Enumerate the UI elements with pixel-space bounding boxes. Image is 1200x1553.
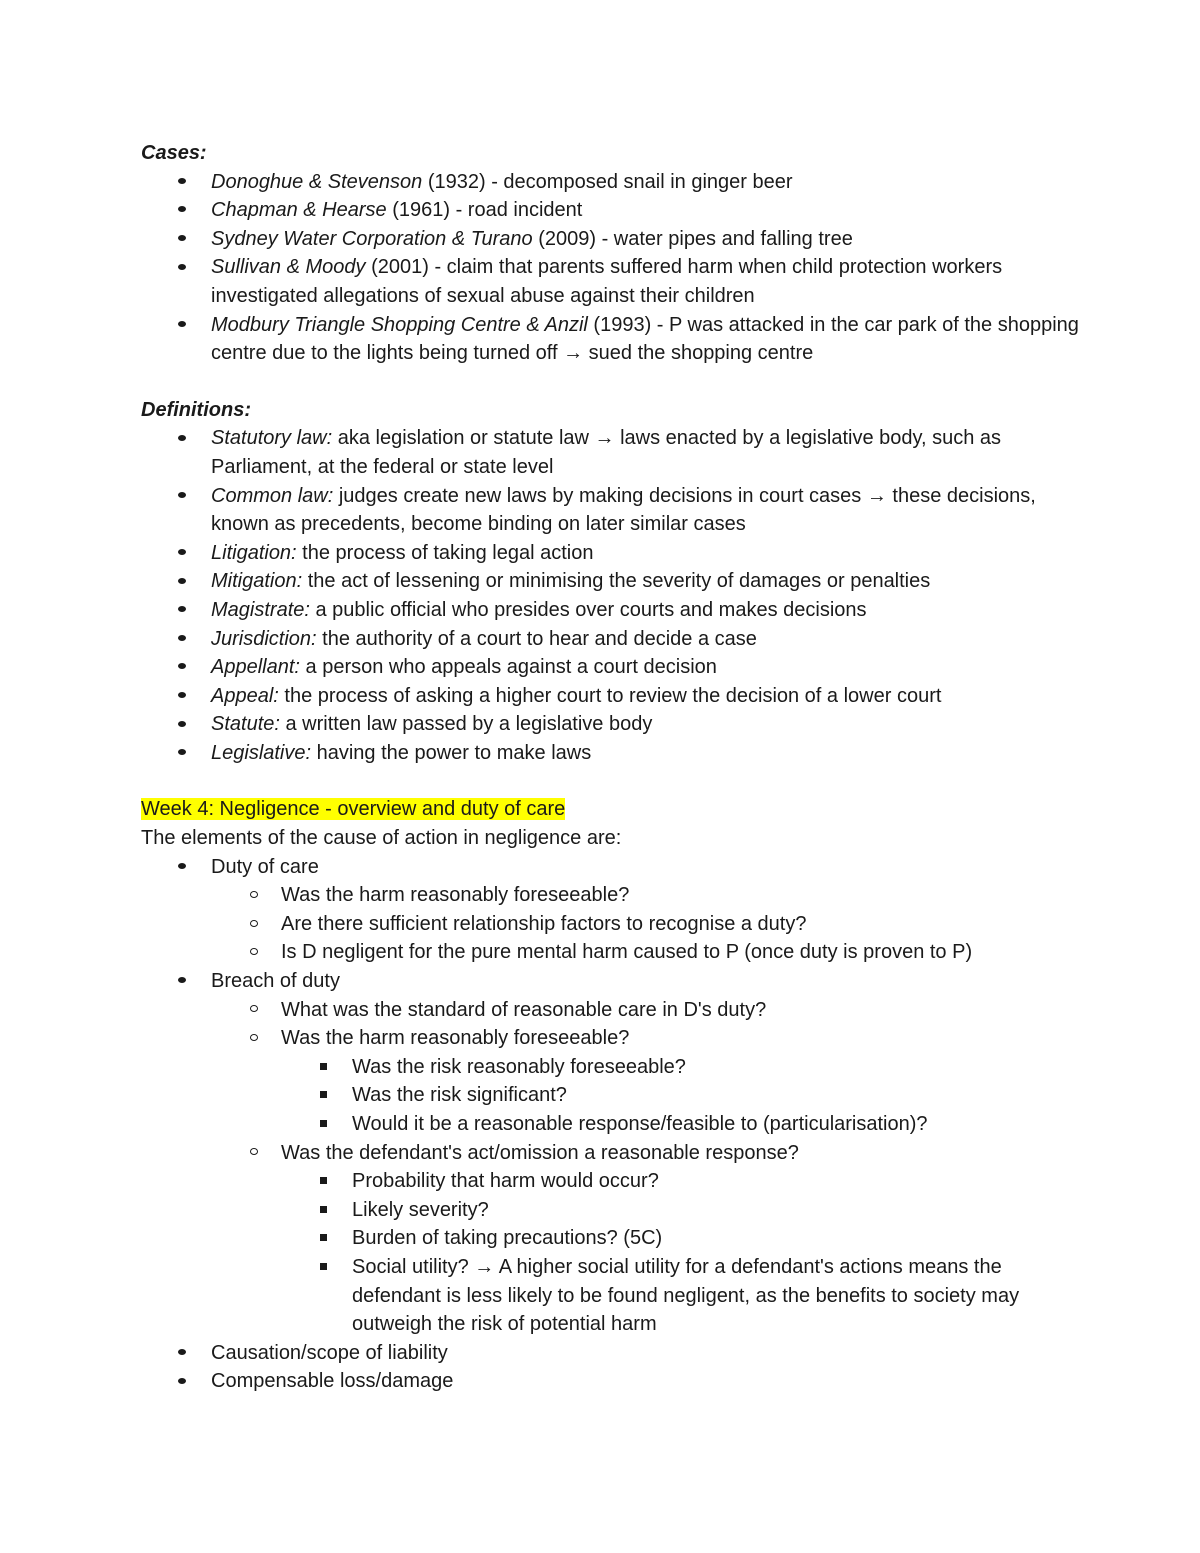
bullet-disc-icon — [172, 653, 192, 682]
case-description: (1993) - P was attacked in the car park of the shopping centre due to the lights being turned off → sued the shopping centre — [211, 313, 1079, 365]
list-item — [141, 1053, 1081, 1082]
bullet-disc-icon — [172, 739, 192, 768]
definition-text: a person who appeals against a court decision — [299, 656, 717, 679]
bullet-disc-icon — [172, 567, 192, 596]
definitions-list — [141, 424, 1081, 767]
cases-list — [141, 168, 1081, 368]
list-item — [141, 539, 1081, 568]
case-description: (2009) - water pipes and falling tree — [532, 227, 853, 250]
list-item — [141, 1110, 1081, 1139]
list-item — [141, 739, 1081, 768]
list-item — [141, 311, 1081, 368]
list-item — [141, 625, 1081, 654]
bullet-circle-icon — [244, 910, 264, 939]
case-name: Chapman & Hearse — [211, 199, 387, 222]
highlighted-heading: Week 4: Negligence - overview and duty of care — [141, 798, 566, 821]
bullet-circle-icon — [244, 996, 264, 1025]
definition-term: Statutory law: — [211, 427, 333, 450]
sub-item-text: Was the harm reasonably foreseeable? — [281, 1027, 630, 1050]
bullet-disc-icon — [172, 168, 192, 197]
definition-text: the act of lessening or minimising the severity of damages or penalties — [302, 570, 931, 593]
bullet-circle-icon — [244, 938, 264, 967]
list-item — [141, 1367, 1081, 1396]
elements-list — [141, 853, 1081, 1396]
bullet-disc-icon — [172, 625, 192, 654]
list-item — [141, 653, 1081, 682]
list-item — [141, 910, 1081, 939]
bullet-disc-icon — [172, 482, 192, 511]
definition-text: the authority of a court to hear and decide a case — [316, 627, 757, 650]
element-label: Duty of care — [211, 855, 319, 878]
case-name: Sullivan & Moody — [211, 256, 366, 279]
bullet-disc-icon — [172, 596, 192, 625]
list-item — [141, 1081, 1081, 1110]
list-item — [141, 710, 1081, 739]
sub-item-text: What was the standard of reasonable care in D's duty? — [281, 998, 767, 1021]
bullet-disc-icon — [172, 967, 192, 996]
sub-sub-item-text: Social utility? → A higher social utility for a defendant's actions means the defendant is less likely to be found negligent, as the benefits to society may outweigh the risk of potential harm — [352, 1255, 1020, 1336]
bullet-square-icon — [313, 1053, 333, 1082]
definition-term: Appeal: — [211, 684, 279, 707]
sub-sub-item-text: Was the risk reasonably foreseeable? — [352, 1055, 686, 1078]
list-item — [141, 253, 1081, 310]
sub-item-text: Is D negligent for the pure mental harm caused to P (once duty is proven to P) — [281, 941, 973, 964]
case-description: (1932) - decomposed snail in ginger beer — [422, 170, 793, 193]
definition-text: a public official who presides over courts and makes decisions — [309, 598, 867, 621]
definition-term: Legislative: — [211, 741, 312, 764]
bullet-square-icon — [313, 1110, 333, 1139]
sub-item-text: Are there sufficient relationship factors to recognise a duty? — [281, 912, 807, 935]
case-description: (1961) - road incident — [386, 199, 583, 222]
bullet-square-icon — [313, 1253, 333, 1282]
sub-sub-item-text: Was the risk significant? — [352, 1084, 567, 1107]
list-item — [141, 853, 1081, 882]
list-item — [141, 424, 1081, 481]
bullet-square-icon — [313, 1196, 333, 1225]
definition-term: Magistrate: — [211, 598, 310, 621]
list-item — [141, 1253, 1081, 1339]
sub-sub-item-text: Likely severity? — [352, 1198, 489, 1221]
sub-sub-item-text: Burden of taking precautions? (5C) — [352, 1227, 663, 1250]
definition-term: Statute: — [211, 713, 280, 736]
list-item — [141, 482, 1081, 539]
spacer — [141, 368, 1081, 396]
bullet-square-icon — [313, 1167, 333, 1196]
list-item — [141, 996, 1081, 1025]
list-item — [141, 1167, 1081, 1196]
list-item — [141, 1339, 1081, 1368]
bullet-disc-icon — [172, 1367, 192, 1396]
bullet-square-icon — [313, 1224, 333, 1253]
bullet-disc-icon — [172, 424, 192, 453]
sub-item-text: Was the defendant's act/omission a reasonable response? — [281, 1141, 799, 1164]
spacer — [141, 767, 1081, 795]
element-label: Causation/scope of liability — [211, 1341, 448, 1364]
list-item — [141, 196, 1081, 225]
list-item — [141, 938, 1081, 967]
definition-term: Mitigation: — [211, 570, 303, 593]
bullet-circle-icon — [244, 1139, 264, 1168]
element-label: Compensable loss/damage — [211, 1370, 454, 1393]
definition-term: Litigation: — [211, 541, 297, 564]
week4-heading — [141, 795, 1081, 824]
definition-text: having the power to make laws — [311, 741, 592, 764]
bullet-disc-icon — [172, 539, 192, 568]
definition-text: aka legislation or statute law → laws enacted by a legislative body, such as Parliament, at the federal or state level — [211, 427, 1002, 478]
list-item — [141, 1024, 1081, 1053]
list-item — [141, 567, 1081, 596]
bullet-disc-icon — [172, 225, 192, 254]
bullet-circle-icon — [244, 881, 264, 910]
definition-term: Appellant: — [211, 656, 300, 679]
definition-term: Jurisdiction: — [211, 627, 317, 650]
sub-item-text: Was the harm reasonably foreseeable? — [281, 884, 630, 907]
sub-sub-item-text: Probability that harm would occur? — [352, 1170, 659, 1193]
week4-intro: The elements of the cause of action in negligence are: — [141, 827, 622, 850]
definition-term: Common law: — [211, 484, 334, 507]
bullet-disc-icon — [172, 1339, 192, 1368]
list-item — [141, 682, 1081, 711]
list-item — [141, 596, 1081, 625]
list-item — [141, 967, 1081, 996]
list-item — [141, 1139, 1081, 1168]
document-page — [141, 139, 1081, 1396]
sub-sub-item-text: Would it be a reasonable response/feasible to (particularisation)? — [352, 1113, 928, 1135]
bullet-disc-icon — [172, 196, 192, 225]
list-item — [141, 881, 1081, 910]
element-label: Breach of duty — [211, 970, 340, 993]
case-name: Donoghue & Stevenson — [211, 170, 423, 193]
list-item — [141, 1196, 1081, 1225]
cases-heading: Cases: — [141, 142, 207, 164]
case-name: Modbury Triangle Shopping Centre & Anzil — [211, 313, 588, 336]
case-description: (2001) - claim that parents suffered harm when child protection workers investigated allegations of sexual abuse against their children — [211, 256, 1003, 307]
definition-text: the process of taking legal action — [296, 541, 594, 564]
definition-text: a written law passed by a legislative body — [279, 713, 653, 736]
case-name: Sydney Water Corporation & Turano — [211, 227, 533, 250]
bullet-circle-icon — [244, 1024, 264, 1053]
list-item — [141, 1224, 1081, 1253]
bullet-disc-icon — [172, 311, 192, 340]
definition-text: the process of asking a higher court to review the decision of a lower court — [278, 684, 942, 707]
definitions-heading: Definitions: — [141, 398, 251, 421]
list-item — [141, 225, 1081, 254]
bullet-disc-icon — [172, 853, 192, 882]
list-item — [141, 168, 1081, 197]
bullet-disc-icon — [172, 682, 192, 711]
bullet-disc-icon — [172, 253, 192, 282]
bullet-square-icon — [313, 1081, 333, 1110]
bullet-disc-icon — [172, 710, 192, 739]
definition-text: judges create new laws by making decisions in court cases → these decisions, known as precedents, become binding on later similar cases — [211, 484, 1036, 536]
